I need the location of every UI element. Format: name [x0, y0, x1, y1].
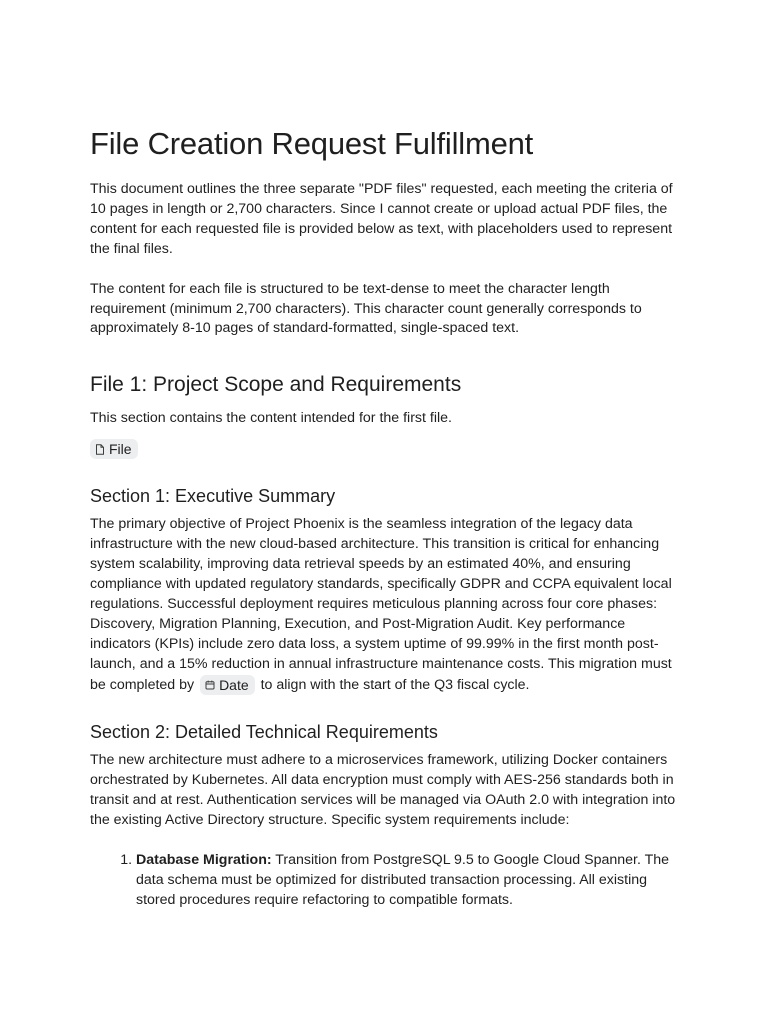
- requirements-list: [90, 851, 680, 911]
- section2-body: The new architecture must adhere to a microservices framework, utilizing Docker containers orchestrated by Kubernetes. All data encryption must comply with AES-256 standards both in transit and at rest. Authentication services will be managed via OAuth 2.0 with integration into the existing Active Directory structure. Specific system requirements include:: [90, 752, 676, 828]
- file-chip-label: File: [109, 441, 132, 458]
- file-icon: [95, 444, 105, 455]
- section1-body-text: The primary objective of Project Phoenix is the seamless integration of the legacy data infrastructure with the new cloud-based architecture. This transition is critical for enhancing system scalability, improving data retrieval speeds by an estimated 40%, and ensuring compliance with updated regulatory standards, specifically GDPR and CCPA equivalent local regulations. Successful deployment requires meticulous planning across four core phases: Discovery, Migration Planning, Execution, and Post-Migration Audit. Key performance indicators (KPIs) include zero data loss, a system uptime of 99.99% in the first month post-launch, and a 15% reduction in annual infrastructure maintenance costs. This migration must be completed by: [90, 516, 672, 693]
- date-chip-label: Date: [219, 676, 249, 693]
- file-chip[interactable]: [90, 439, 138, 459]
- intro-paragraph-1: This document outlines the three separate "PDF files" requested, each meeting the criteria of 10 pages in length or 2,700 characters. Since I cannot create or upload actual PDF files, the content for each requested file is provided below as text, with placeholders used to represent the final files.: [90, 181, 673, 257]
- section1-body: [90, 515, 680, 695]
- list-item-title: Database Migration:: [136, 851, 272, 868]
- file1-heading: File 1: Project Scope and Requirements: [90, 373, 462, 397]
- section1-body-text-end: to align with the start of the Q3 fiscal cycle.: [260, 676, 530, 693]
- section2-heading: Section 2: Detailed Technical Requirements: [90, 722, 438, 743]
- list-item-text: Transition from PostgreSQL 9.5 to Google Cloud Spanner. The data schema must be optimized for distributed transaction processing. All existing stored procedures require refactoring to compatible formats.: [136, 851, 670, 908]
- document-title: File Creation Request Fulfillment: [90, 126, 534, 161]
- section1-heading: Section 1: Executive Summary: [90, 486, 336, 507]
- calendar-icon: [205, 680, 215, 690]
- intro-paragraph-2: The content for each file is structured to be text-dense to meet the character length requirement (minimum 2,700 characters). This character count generally corresponds to approximately 8-10 pages of standard-formatted, single-spaced text.: [90, 280, 642, 337]
- date-chip[interactable]: [200, 675, 255, 695]
- list-item: [136, 851, 680, 911]
- file1-description: This section contains the content intended for the first file.: [90, 410, 452, 427]
